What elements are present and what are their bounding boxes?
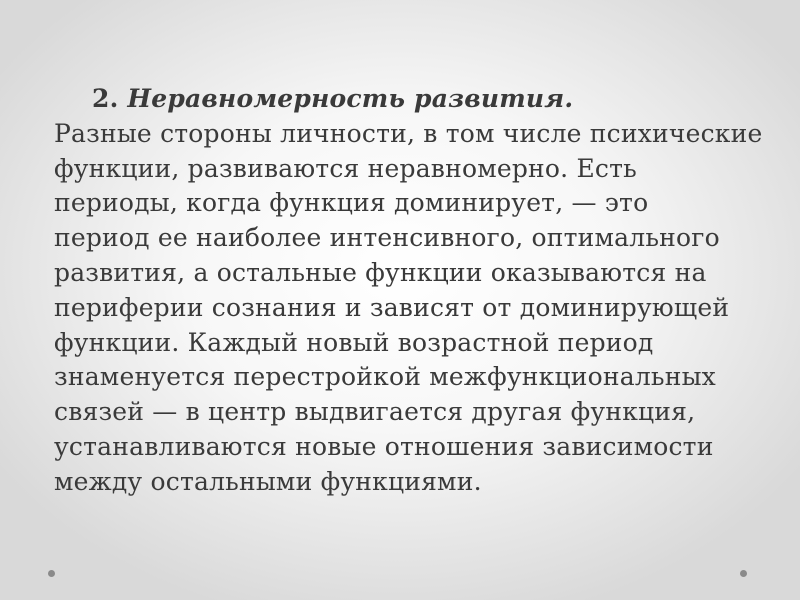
heading-text: Неравномерность развития.	[127, 84, 574, 113]
body-line: знаменуется перестройкой межфункциональных	[54, 362, 716, 392]
body-line: периферии сознания и зависят от доминирующей	[54, 292, 730, 322]
body-line: между остальными функциями.	[54, 466, 482, 496]
slide-heading	[54, 82, 754, 117]
body-line: устанавливаются новые отношения зависимости	[54, 431, 714, 461]
heading-number: 2.	[92, 84, 119, 113]
body-line: период ее наиболее интенсивного, оптимального	[54, 223, 720, 253]
body-line: развития, а остальные функции оказываются на	[54, 257, 707, 287]
body-line: функции, развиваются неравномерно. Есть	[54, 153, 637, 183]
slide-text-block	[54, 82, 763, 500]
body-line: функции. Каждый новый возрастной период	[54, 327, 654, 357]
body-line: Разные стороны личности, в том числе психические	[54, 118, 763, 148]
body-line: периоды, когда функция доминирует, — это	[54, 188, 649, 218]
body-line: связей — в центр выдвигается другая функция,	[54, 397, 696, 427]
decorative-dot-right	[740, 570, 747, 577]
decorative-dot-left	[48, 570, 55, 577]
